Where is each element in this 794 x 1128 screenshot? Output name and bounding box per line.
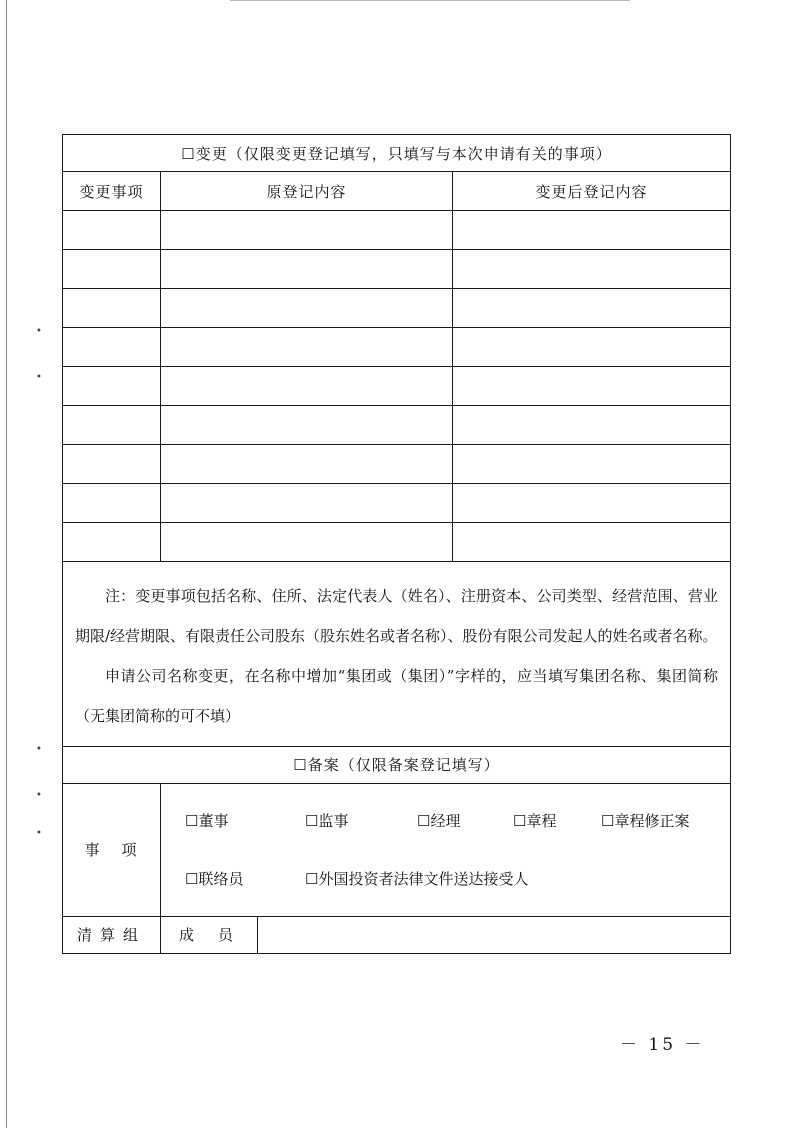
notes-cell [63, 562, 731, 747]
change-row [63, 484, 731, 523]
original-cell[interactable] [161, 484, 453, 523]
margin-mark: • [36, 790, 42, 801]
item-cell[interactable] [63, 289, 161, 328]
original-cell[interactable] [161, 445, 453, 484]
item-cell[interactable] [63, 328, 161, 367]
original-cell[interactable] [161, 250, 453, 289]
articles-amendment-checkbox[interactable]: ☐章程修正案 [601, 812, 690, 830]
item-cell[interactable] [63, 367, 161, 406]
original-cell[interactable] [161, 211, 453, 250]
change-row [63, 523, 731, 562]
col-header-original: 原登记内容 [161, 172, 453, 211]
original-cell[interactable] [161, 289, 453, 328]
new-cell[interactable] [453, 211, 731, 250]
margin-mark: • [36, 744, 42, 755]
new-cell[interactable] [453, 406, 731, 445]
col-header-new: 变更后登记内容 [453, 172, 731, 211]
filing-options [161, 783, 731, 916]
top-rule [230, 0, 630, 1]
filing-table [62, 746, 731, 954]
change-row [63, 289, 731, 328]
new-cell[interactable] [453, 523, 731, 562]
change-row [63, 328, 731, 367]
registration-form [62, 134, 730, 954]
new-cell[interactable] [453, 289, 731, 328]
new-cell[interactable] [453, 367, 731, 406]
liquidation-label: 清算组 [63, 916, 161, 953]
articles-checkbox[interactable]: ☐章程 [513, 812, 557, 830]
liaison-checkbox[interactable]: ☐联络员 [185, 870, 244, 888]
item-cell[interactable] [63, 211, 161, 250]
member-label: 成员 [161, 916, 258, 953]
new-cell[interactable] [453, 445, 731, 484]
change-row [63, 211, 731, 250]
margin-mark: • [36, 372, 42, 383]
margin-mark: • [36, 828, 42, 839]
foreign-agent-checkbox[interactable]: ☐外国投资者法律文件送达接受人 [305, 870, 529, 888]
item-cell[interactable] [63, 523, 161, 562]
change-row [63, 406, 731, 445]
item-cell[interactable] [63, 250, 161, 289]
col-header-item: 变更事项 [63, 172, 161, 211]
change-row [63, 367, 731, 406]
page-border [6, 0, 7, 1128]
change-section-caption[interactable]: ☐变更（仅限变更登记填写，只填写与本次申请有关的事项） [63, 135, 731, 172]
change-row [63, 250, 731, 289]
item-cell[interactable] [63, 484, 161, 523]
change-table [62, 134, 731, 747]
page-number: － 15 － [620, 1035, 705, 1055]
note-paragraph-1: 注：变更事项包括名称、住所、法定代表人（姓名）、注册资本、公司类型、经营范围、营业期限/经营期限、有限责任公司股东（股东姓名或者名称）、股份有限公司发起人的姓名或者名称。 [75, 587, 719, 645]
director-checkbox[interactable]: ☐董事 [185, 812, 229, 830]
original-cell[interactable] [161, 406, 453, 445]
margin-mark: • [36, 326, 42, 337]
original-cell[interactable] [161, 523, 453, 562]
supervisor-checkbox[interactable]: ☐监事 [305, 812, 349, 830]
new-cell[interactable] [453, 484, 731, 523]
manager-checkbox[interactable]: ☐经理 [417, 812, 461, 830]
change-row [63, 445, 731, 484]
original-cell[interactable] [161, 367, 453, 406]
member-value[interactable] [258, 916, 731, 953]
new-cell[interactable] [453, 328, 731, 367]
item-cell[interactable] [63, 406, 161, 445]
filing-section-caption[interactable]: ☐备案（仅限备案登记填写） [63, 746, 731, 783]
filing-items-label: 事项 [63, 783, 161, 916]
original-cell[interactable] [161, 328, 453, 367]
item-cell[interactable] [63, 445, 161, 484]
note-paragraph-2: 申请公司名称变更，在名称中增加“集团或（集团）”字样的，应当填写集团名称、集团简称（无集团简称的可不填） [75, 667, 719, 725]
new-cell[interactable] [453, 250, 731, 289]
